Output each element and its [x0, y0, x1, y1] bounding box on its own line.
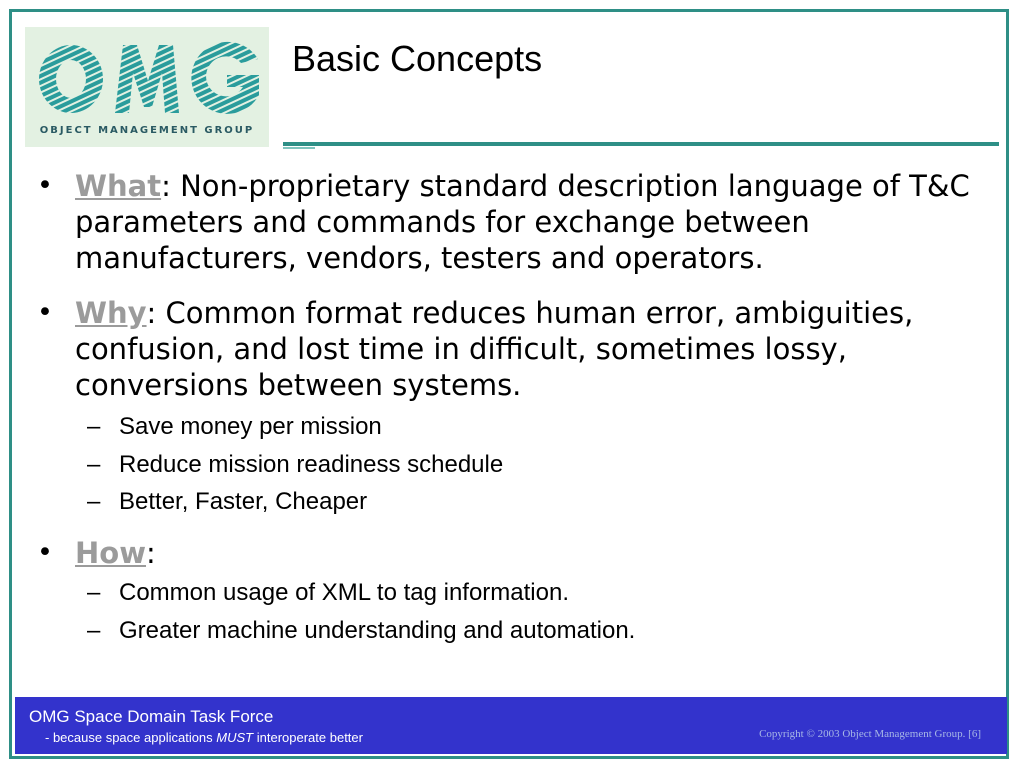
keyword-why: Why — [75, 296, 147, 330]
footer-bar — [15, 697, 1007, 754]
footer-tagline-emphasis: MUST — [216, 730, 254, 745]
title-divider — [283, 142, 999, 146]
keyword-how: How — [75, 536, 146, 570]
bullet-how — [37, 535, 975, 571]
copyright-notice: Copyright © 2003 Object Management Group. [6] — [759, 728, 981, 740]
bullet-what — [37, 168, 975, 276]
subitem-text: Reduce mission readiness schedule — [119, 451, 504, 478]
bullet-text-what: Non-proprietary standard description language of T&C parameters and commands for exchange between manufacturers, vendors, testers and operators. — [75, 169, 970, 275]
dash-glyph: – — [87, 451, 101, 478]
footer-tagline-prefix: - because space applications — [45, 730, 217, 745]
subitem-text: Greater machine understanding and automation. — [119, 617, 636, 644]
subitem-how-2 — [87, 616, 979, 646]
footer-tagline-suffix: interoperate better — [253, 730, 363, 745]
omg-logo — [25, 27, 269, 147]
bullet-separator: : — [146, 296, 157, 330]
subitem-why-3 — [87, 487, 979, 517]
bullet-separator: : — [161, 169, 171, 203]
bullet-dot: • — [37, 297, 53, 328]
bullet-dot: • — [37, 537, 53, 568]
subitem-why-2 — [87, 450, 979, 480]
bullet-text-why: Common format reduces human error, ambiguities, confusion, and lost time in difficult, sometimes lossy, conversions between systems. — [75, 296, 914, 402]
title-divider-accent — [283, 147, 315, 149]
bullet-dot: • — [37, 170, 53, 201]
subitem-text: Save money per mission — [119, 413, 382, 440]
dash-glyph: – — [87, 413, 101, 440]
bullet-why — [37, 295, 975, 403]
keyword-what: What — [75, 169, 162, 203]
dash-glyph: – — [87, 617, 101, 644]
subitem-why-1 — [87, 412, 979, 442]
slide-title: Basic Concepts — [292, 38, 543, 79]
dash-glyph: – — [87, 579, 101, 606]
logo-subtitle: OBJECT MANAGEMENT GROUP — [39, 125, 255, 136]
subitem-how-1 — [87, 578, 979, 608]
bullet-separator: : — [146, 536, 156, 570]
dash-glyph: – — [87, 488, 101, 515]
subitem-text: Better, Faster, Cheaper — [119, 488, 368, 515]
subitem-text: Common usage of XML to tag information. — [119, 579, 569, 606]
footer-tagline — [45, 730, 363, 745]
omg-logo-letters-graphic — [33, 31, 261, 125]
footer-org-name: OMG Space Domain Task Force — [29, 707, 274, 726]
